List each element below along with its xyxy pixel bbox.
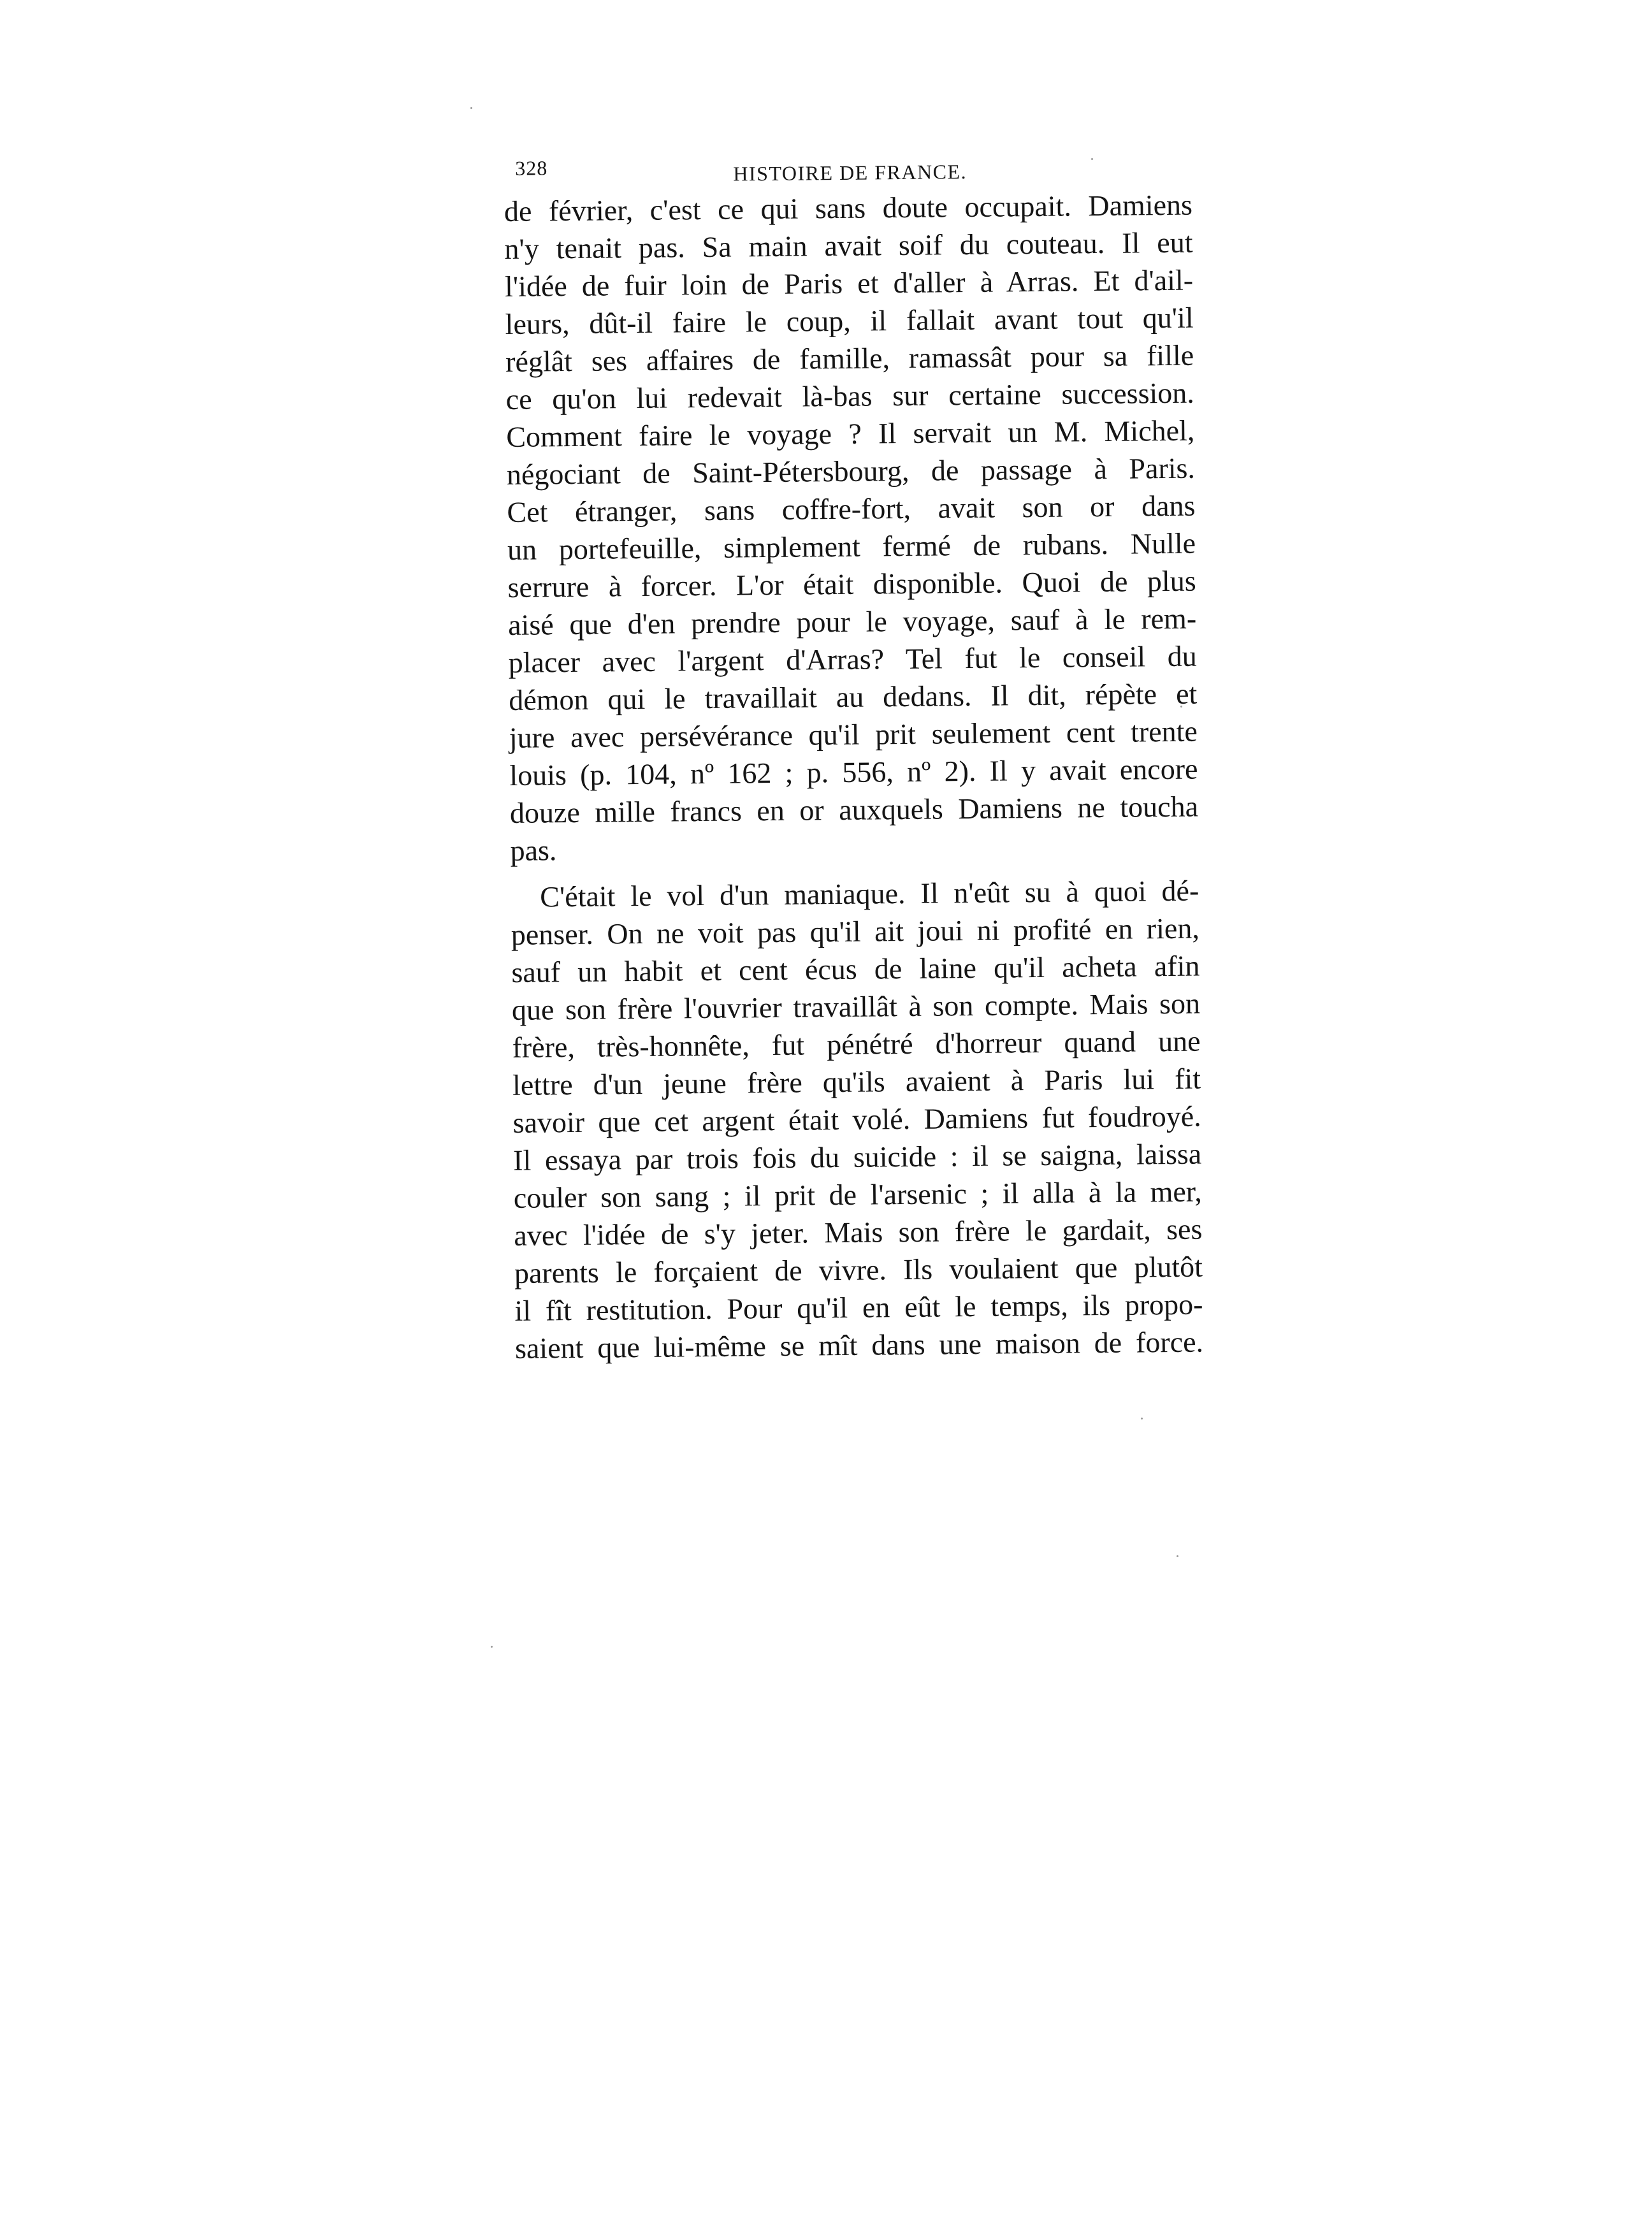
text-line: un portefeuille, simplement fermé de rubans. Nulle	[507, 526, 1196, 566]
text-line: placer avec l'argent d'Arras? Tel fut le conseil du	[508, 639, 1197, 679]
text-line: il fît restitution. Pour qu'il en eût le temps, ils propo-	[514, 1288, 1203, 1327]
text-line: douze mille francs en or auxquels Damiens ne toucha	[509, 790, 1199, 829]
scan-speck	[491, 1646, 493, 1648]
text-line: sauf un habit et cent écus de laine qu'il acheta afin	[511, 949, 1200, 989]
text-line: ce qu'on lui redevait là-bas sur certaine succession.	[505, 376, 1194, 416]
running-title: HISTOIRE DE FRANCE.	[733, 160, 967, 185]
text-line: louis (p. 104, nº 162 ; p. 556, nº 2). Il y avait encore	[509, 752, 1198, 792]
text-line: savoir que cet argent était volé. Damiens fut foudroyé.	[512, 1100, 1201, 1139]
text-line: Il essaya par trois fois du suicide : il se saigna, laissa	[513, 1137, 1202, 1177]
text-line: pas.	[510, 834, 557, 867]
text-line: n'y tenait pas. Sa main avait soif du couteau. Il eut	[504, 226, 1193, 265]
text-line: serrure à forcer. L'or était disponible. Quoi de plus	[507, 564, 1196, 604]
page-number: 328	[515, 156, 548, 180]
text-line: frère, très-honnête, fut pénétré d'horreur quand une	[512, 1024, 1201, 1064]
text-line: saient que lui-même se mît dans une maison de force.	[514, 1325, 1204, 1365]
text-line: réglât ses affaires de famille, ramassât pour sa fille	[505, 338, 1194, 378]
page-text	[504, 142, 1203, 1367]
text-line: démon qui le travaillait au dedans. Il dit, répète et	[509, 677, 1198, 716]
paragraph-1	[504, 186, 1199, 869]
text-line: l'idée de fuir loin de Paris et d'aller à Arras. Et d'ail-	[504, 263, 1194, 303]
text-line: Comment faire le voyage ? Il servait un M. Michel,	[506, 414, 1195, 453]
text-line: jure avec persévérance qu'il prit seulement cent trente	[509, 715, 1198, 754]
running-head	[504, 142, 1192, 192]
text-line: penser. On ne voit pas qu'il ait joui ni profité en rien,	[511, 911, 1200, 951]
scan-speck	[470, 107, 472, 109]
text-line: leurs, dût-il faire le coup, il fallait avant tout qu'il	[505, 301, 1194, 340]
text-line: que son frère l'ouvrier travaillât à son compte. Mais son	[511, 987, 1201, 1026]
text-line: avec l'idée de s'y jeter. Mais son frère le gardait, ses	[514, 1212, 1203, 1252]
text-line: C'était le vol d'un maniaque. Il n'eût su à quoi dé-	[540, 874, 1199, 913]
text-line: lettre d'un jeune frère qu'ils avaient à Paris lui fit	[512, 1062, 1201, 1101]
scan-speck	[1177, 1555, 1178, 1557]
text-line: négociant de Saint-Pétersbourg, de passage à Paris.	[506, 451, 1196, 491]
body-text	[504, 186, 1204, 1367]
text-line: aisé que d'en prendre pour le voyage, sauf à le rem-	[507, 602, 1197, 641]
text-line: parents le forçaient de vivre. Ils voulaient que plutôt	[514, 1250, 1203, 1289]
text-line: couler son sang ; il prit de l'arsenic ; il alla à la mer,	[513, 1175, 1203, 1214]
paragraph-2	[511, 872, 1203, 1367]
scan-speck	[1141, 1418, 1143, 1419]
text-line: de février, c'est ce qui sans doute occupait. Damiens	[504, 188, 1193, 228]
text-line: Cet étranger, sans coffre-fort, avait son or dans	[507, 489, 1196, 528]
